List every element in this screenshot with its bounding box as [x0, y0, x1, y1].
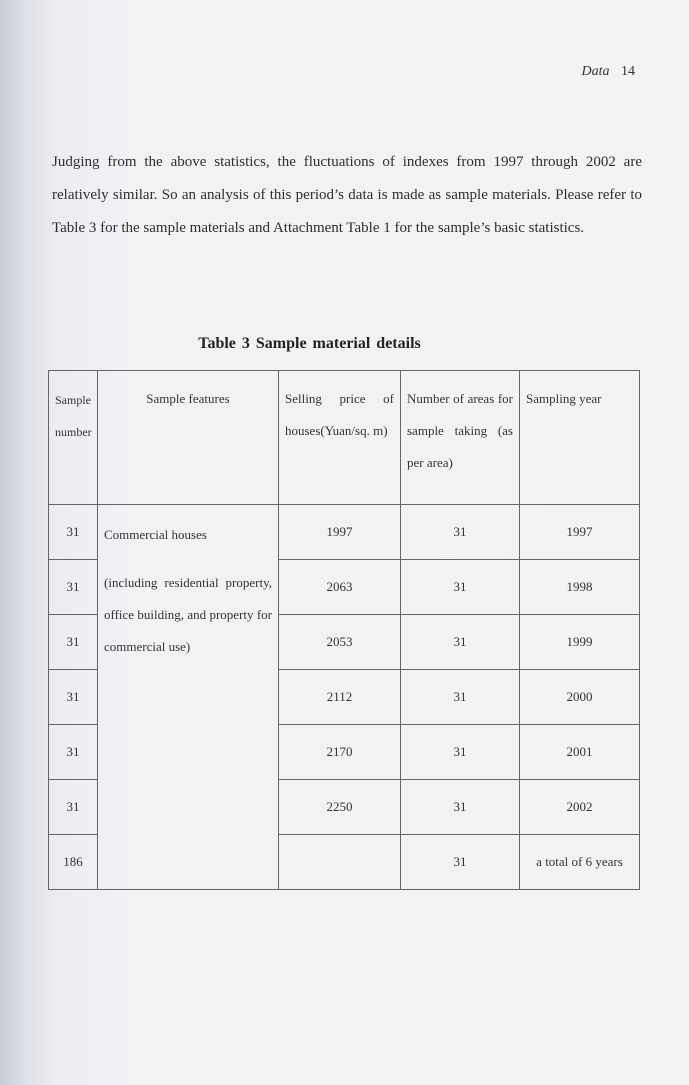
cell-number-of-areas: 31	[401, 725, 520, 780]
features-line-1: Commercial houses	[104, 527, 207, 542]
cell-number-of-areas: 31	[401, 560, 520, 615]
cell-selling-price: 2170	[279, 725, 401, 780]
cell-sampling-year: 1998	[520, 560, 640, 615]
cell-number-of-areas: 31	[401, 670, 520, 725]
body-paragraph: Judging from the above statistics, the fluctuations of indexes from 1997 through 2002 are relatively similar. So an analysis of this period’s data is made as sample materials. Please refer to Table 3 for the sample materials and Attachment Table 1 for the sample’s basic statistics.	[52, 154, 642, 236]
features-line-2: (including residential property, office building, and property for commercial use)	[104, 575, 272, 654]
cell-sample-features	[98, 505, 279, 890]
cell-sample-number: 31	[49, 505, 98, 560]
cell-sampling-year: 1997	[520, 505, 640, 560]
header-selling-price: Selling price of houses(Yuan/sq. m)	[279, 371, 401, 505]
cell-sampling-year: 1999	[520, 615, 640, 670]
sample-table	[48, 370, 640, 890]
cell-selling-price: 2053	[279, 615, 401, 670]
cell-sample-number: 31	[49, 780, 98, 835]
cell-sample-number: 31	[49, 615, 98, 670]
cell-sampling-year: 2001	[520, 725, 640, 780]
cell-sample-number: 31	[49, 725, 98, 780]
cell-sampling-year: a total of 6 years	[520, 835, 640, 890]
cell-number-of-areas: 31	[401, 835, 520, 890]
cell-sample-number: 31	[49, 560, 98, 615]
page-number: 14	[621, 64, 635, 79]
cell-selling-price: 2250	[279, 780, 401, 835]
header-sample-features: Sample features	[98, 371, 279, 505]
cell-selling-price: 2063	[279, 560, 401, 615]
cell-number-of-areas: 31	[401, 615, 520, 670]
cell-number-of-areas: 31	[401, 505, 520, 560]
section-name: Data	[581, 64, 610, 79]
cell-sample-number: 186	[49, 835, 98, 890]
cell-selling-price: 2112	[279, 670, 401, 725]
cell-selling-price	[279, 835, 401, 890]
cell-selling-price: 1997	[279, 505, 401, 560]
table-row	[49, 505, 640, 560]
page-header	[582, 64, 636, 80]
cell-sampling-year: 2002	[520, 780, 640, 835]
header-sample-number: Sample number	[49, 371, 98, 505]
cell-sampling-year: 2000	[520, 670, 640, 725]
table-header-row	[49, 371, 640, 505]
table-title: Table 3 Sample material details	[198, 335, 421, 352]
cell-sample-number: 31	[49, 670, 98, 725]
header-sampling-year: Sampling year	[520, 371, 640, 505]
header-number-of-areas: Number of areas for sample taking (as per area)	[401, 371, 520, 505]
cell-number-of-areas: 31	[401, 780, 520, 835]
